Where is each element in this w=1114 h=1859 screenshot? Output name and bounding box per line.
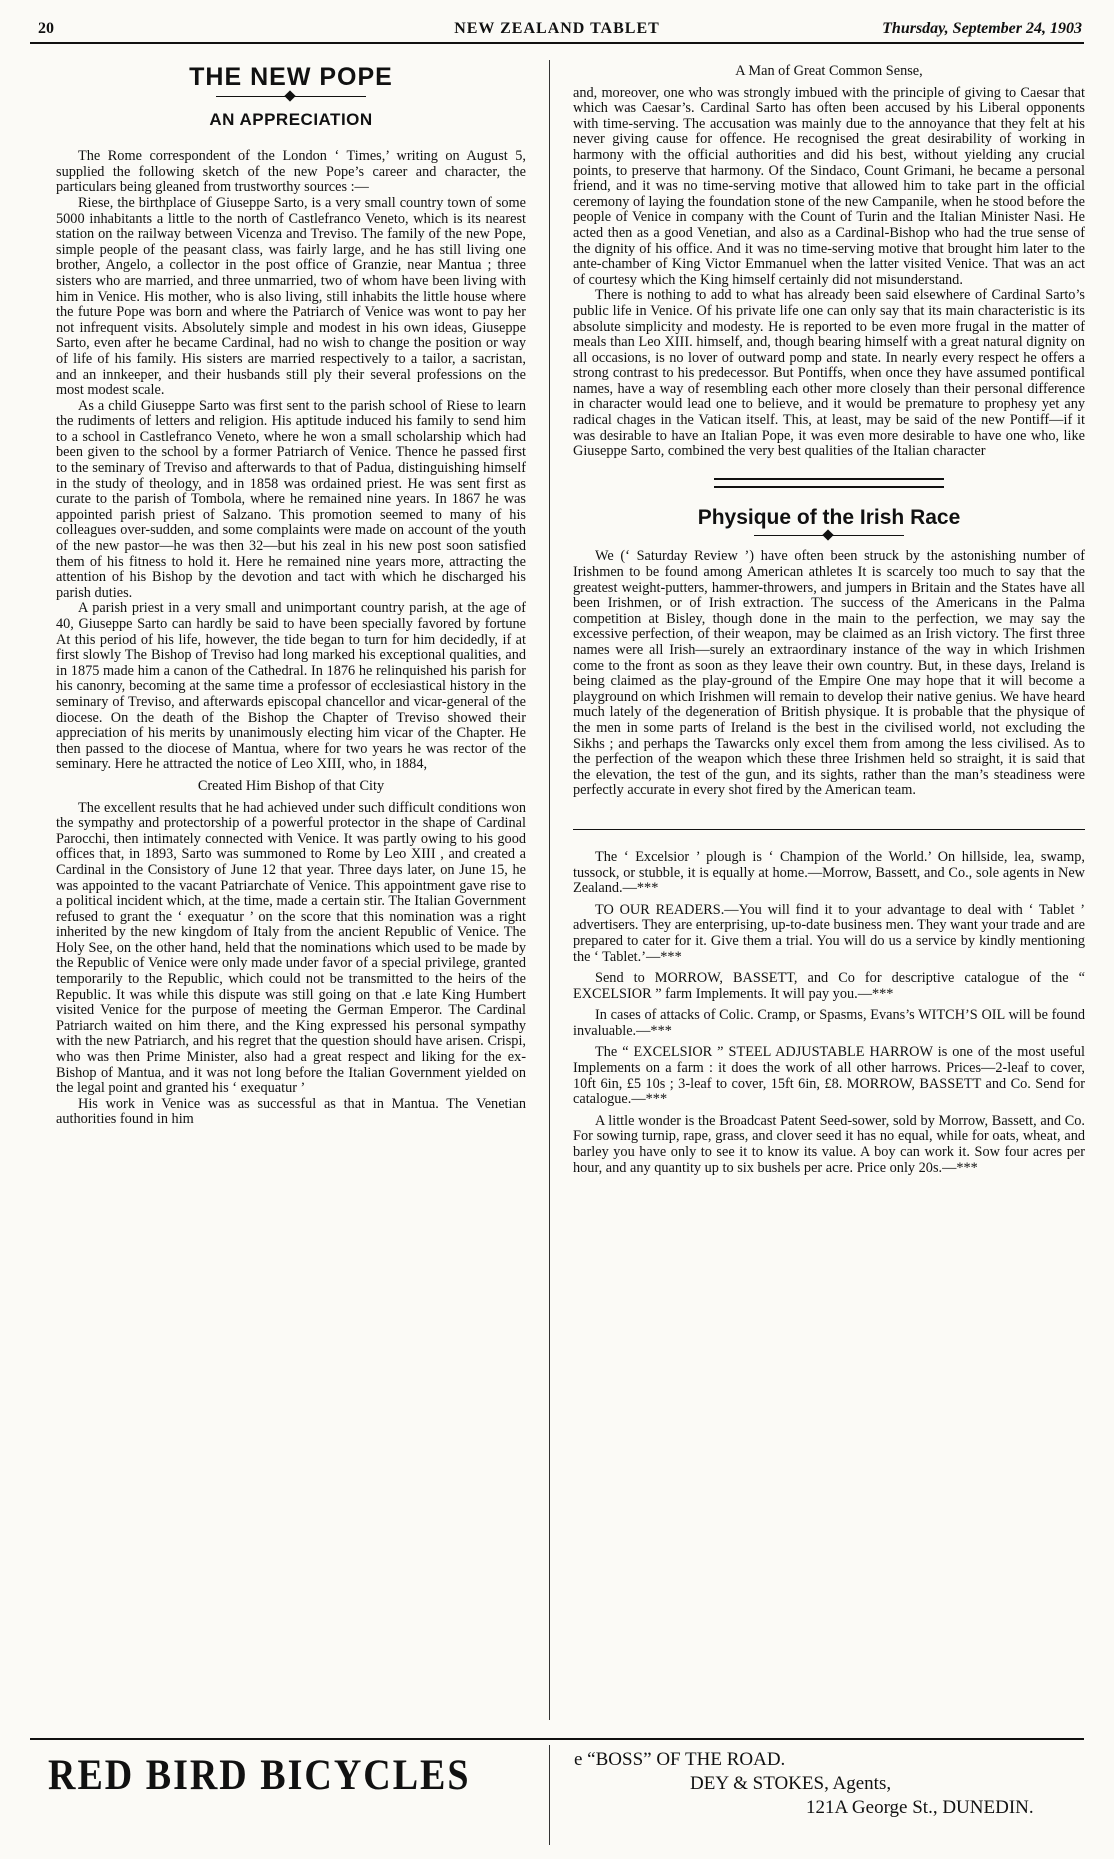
article-paragraph: Riese, the birthplace of Giuseppe Sarto, is a very small country town of some 5000 inhabitants a little to the north of Castlefranco Veneto, which is its nearest station on the railway between Vicenza and Treviso. The family of the new Pope, simple people of the peasant class, was fairly large, and he has still living one brother, Angelo, a collector in the post office of Granzie, near Mantua ; three sisters who are married, and three unmarried, two of whom have been living with him in Venice. His mother, who is also living, still inhabits the little house where the future Pope was born and where the Patriarch of Venice was wont to pay her not infrequent visits. Absolutely simple and modest in his own ideas, Giuseppe Sarto, even after he became Cardinal, had no wish to change the position or way of life of his family. His sisters are married respectively to a tailor, a sacristan, and an innkeeper, and their husbands still ply their several professions on the most modest scale. bbox=[56, 194, 526, 399]
article-paragraph: We (‘ Saturday Review ’) have often been struck by the astonishing number of Irishmen to be found among American athletes It is scarcely too much to say that the greatest weight-putters, hammer-throwers, and jumpers in Britain and the States have all been Irishmen, or of Irish extraction. The success of the Americans in the Palma competition at Bisley, though done in the main to the perfection, we may say the excessive perfection, of their weapon, may be claimed as an Irish victory. The first three names were all Irish—surely an extraordinary instance of the way in which Irishmen come to the front as soon as they leave their own country. But, in these days, Ireland is being claimed as the play-ground of the Empire One may hope that it will become a playground on which Irishmen will remain to develop their native genius. We have heard much lately of the degeneration of British physique. It is probable that the physique of the men in some parts of Ireland is the best in the civilised world, not excluding the Sikhs ; and perhaps the Tawarcks only excel them from among the less civilised. As to the perfection of the weapon which these three Irishmen held so straight, it is said that the elevation, the test of the gun, and its sights, rather than the man’s steadiness were perfectly accurate in every shot fired by the American team. bbox=[573, 548, 1085, 799]
notice-item: TO OUR READERS.—You will find it to your advantage to deal with ‘ Tablet ’ advertisers. They are enterprising, up-to-date business men. They want your trade and are prepared to cater for it. Give them a trial. You will do us a service by kindly mentioning the ‘ Tablet.’—*** bbox=[573, 901, 1085, 965]
article-paragraph: A parish priest in a very small and unimportant country parish, at the age of 40, Giuseppe Sarto can hardly be said to have been specially favored by fortune At this period of his life, however, the tide began to turn for him decidedly, if at first slowly The Bishop of Treviso had long marked his exceptional qualities, and in 1875 made him a canon of the Cathedral. In 1876 he relinquished his parish for his canonry, becoming at the same time a professor of ecclesiastical history in the seminary of Treviso, and afterwards episcopal chancellor and vicar-general of the diocese. On the death of the Bishop the Chapter of Treviso showed their appreciation of his merits by unanimously electing him vicar of the Chapter. He then passed to the diocese of Mantua, where for two years he was rector of the seminary. Here he attracted the notice of Leo XIII, who, in 1884, bbox=[56, 600, 526, 773]
article-paragraph: The Rome correspondent of the London ‘ Times,’ writing on August 5, supplied the following sketch of the new Pope’s career and character, the particulars being gleaned from trustworthy sources :— bbox=[56, 148, 526, 196]
headline-ornament bbox=[754, 531, 904, 541]
headline-ornament bbox=[216, 92, 366, 102]
masthead bbox=[30, 18, 1084, 44]
notice-item: A little wonder is the Broadcast Patent Seed-sower, sold by Morrow, Bassett, and Co. For sowing turnip, rape, grass, and clover seed it has no equal, while for oats, wheat, and barley you have only to see it to know its value. A boy can work it. Sow four acres per hour, and any quantity up to six bushels per acre. Price only 20s.—*** bbox=[573, 1112, 1085, 1176]
column-divider bbox=[549, 60, 550, 1720]
article-headline: THE NEW POPE bbox=[189, 64, 393, 91]
right-column bbox=[573, 64, 1085, 1714]
advert-address: 121A George St., DUNEDIN. bbox=[806, 1797, 1034, 1818]
page-number: 20 bbox=[38, 20, 54, 37]
notice-item: In cases of attacks of Colic. Cramp, or Spasms, Evans’s WITCH’S OIL will be found invaluable.—*** bbox=[573, 1007, 1085, 1039]
left-column bbox=[56, 64, 526, 1714]
footer-advert-title: RED BIRD BICYCLES bbox=[48, 1751, 471, 1800]
article-paragraph: His work in Venice was as successful as that in Mantua. The Venetian authorities found in him bbox=[56, 1095, 526, 1128]
advert-slogan: e “BOSS” OF THE ROAD. bbox=[574, 1749, 786, 1770]
article-paragraph: and, moreover, one who was strongly imbued with the principle of giving to Caesar that which was Caesar’s. Cardinal Sarto has often been accused by his Liberal opponents with time-serving. The accusation was mainly due to the annoyance that they felt at his never giving cause for offence. He recognised the great desirability of working in harmony with the official authorities and did his best, without yielding any crucial points, to preserve that harmony. Of the Sindaco, Count Grimani, he became a personal friend, and it was no time-serving motive that allowed him to take part in the official ceremony of laying the foundation stone of the new Campanile, when he stood before the people of Venice in company with the Count of Turin and the Italian Minister Nasi. He acted then as a good Venetian, and also as a Cardinal-Bishop who had the true sense of the dignity of his office. And it was no time-serving motive that brought him later to the ante-chamber of King Victor Emmanuel when the latter visited Venice. That was an act of courtesy which the King himself certainly did not misunderstand. bbox=[573, 84, 1085, 288]
section-subheading: A Man of Great Common Sense, bbox=[735, 64, 923, 79]
notice-item: The ‘ Excelsior ’ plough is ‘ Champion of the World.’ On hillside, lea, swamp, tussock, or stubble, it is equally at home.—Morrow, Bassett, and Co., sole agents in New Zealand.—*** bbox=[573, 848, 1085, 897]
notices-separator bbox=[573, 829, 1085, 830]
article-headline: Physique of the Irish Race bbox=[697, 505, 961, 529]
article-paragraph: As a child Giuseppe Sarto was first sent to the parish school of Riese to learn the rudiments of letters and religion. His aptitude induced his family to send him to a school in Castlefranco Veneto, where he won a small scholarship which had been given to the school by a former Patriarch of Venice. Thence he passed first to the seminary of Treviso and afterwards to that of Padua, distinguishing himself in the study of theology, and in 1858 was ordained priest. He was sent first as curate to the parish of Tombola, where he remained nine years. In 1867 he was appointed parish priest of Salzano. This promotion seemed to many of his colleagues over-sudden, and some complaints were made on account of the youth of the new pastor—he was then 32—but his zeal in his new post soon satisfied them of his fitness to hold it. Here he remained nine years more, attracting the attention of his Bishop by the devotion and tact with which he discharged his parish duties. bbox=[56, 397, 526, 601]
notices-list bbox=[573, 850, 1085, 1176]
advert-agents: DEY & STOKES, Agents, bbox=[690, 1773, 892, 1794]
footer-advert-details bbox=[574, 1748, 1084, 1820]
article-separator bbox=[714, 478, 944, 488]
footer-divider bbox=[549, 1745, 550, 1845]
section-subheading: Created Him Bishop of that City bbox=[197, 777, 385, 794]
notice-item: The “ EXCELSIOR ” STEEL ADJUSTABLE HARROW is one of the most useful Implements on a farm : it does the work of all other harrows. Prices—2-leaf to cover, 10ft 6in, £5 10s ; 3-leaf to cover, 15ft 6in, £8. MORROW, BASSETT and Co. Send for catalogue.—*** bbox=[573, 1044, 1085, 1108]
footer-rule bbox=[30, 1738, 1084, 1740]
article-paragraph: The excellent results that he had achieved under such difficult conditions won the sympathy and protectorship of a powerful protector in the shape of Cardinal Parocchi, then intimately connected with Venice. It was partly owing to his good offices that, in 1893, Sarto was summoned to Rome by Leo XIII , and created a Cardinal in the Consistory of June 12 that year. Three days later, on June 15, he was appointed to the vacant Patriarchate of Venice. This appointment gave rise to a political incident which, at the time, made a certain stir. The Italian Government refused to grant the ‘ exequatur ’ on the score that this nomination was a right inherited by the new kingdom of Italy from the ancient Republic of Venice. The Holy See, on the other hand, held that the nominations which used to be made by the Republic of Venice were only made under favor of a special privilege, granted temporarily to the Republic, which could not be transmitted to the heirs of the Republic. It was while this dispute was still going on that .e late King Humbert visited Venice for the purpose of meeting the German Emperor. The Cardinal Patriarch waited on him there, and the King expressed his personal sympathy with the new Patriarch, and his regret that the question should have arisen. Crispi, who was then Prime Minister, also had a great respect and liking for the ex-Bishop of Mantua, and it was not long before the Italian Government yielded on the legal point and granted his ‘ exequatur ’ bbox=[56, 799, 526, 1097]
notice-item: Send to MORROW, BASSETT, and Co for descriptive catalogue of the “ EXCELSIOR ” farm Implements. It will pay you.—*** bbox=[573, 970, 1085, 1002]
issue-date: Thursday, September 24, 1903 bbox=[882, 20, 1082, 37]
article-subheadline: AN APPRECIATION bbox=[209, 109, 373, 129]
article-paragraph: There is nothing to add to what has already been said elsewhere of Cardinal Sarto’s public life in Venice. Of his private life one can only say that its main characteristic is its absolute simplicity and modesty. He is reported to be even more frugal in the matter of meals than Leo XIII. himself, and, though bearing himself with a great natural dignity on all occasions, is no lover of outward pomp and state. In nearly every respect he offers a strong contrast to his predecessor. But Pontiffs, when once they have assumed pontifical names, have a way of resembling each other more closely than their personal difference in character would lead one to believe, and it would be premature to prophesy yet any radical chages in the Vatican itself. This, at least, may be said of the new Pontiff—if it was desirable to have an Italian Pope, it was even more desirable to have one who, like Giuseppe Sarto, combined the very best qualities of the Italian character bbox=[573, 287, 1085, 460]
newspaper-title: NEW ZEALAND TABLET bbox=[454, 20, 660, 37]
